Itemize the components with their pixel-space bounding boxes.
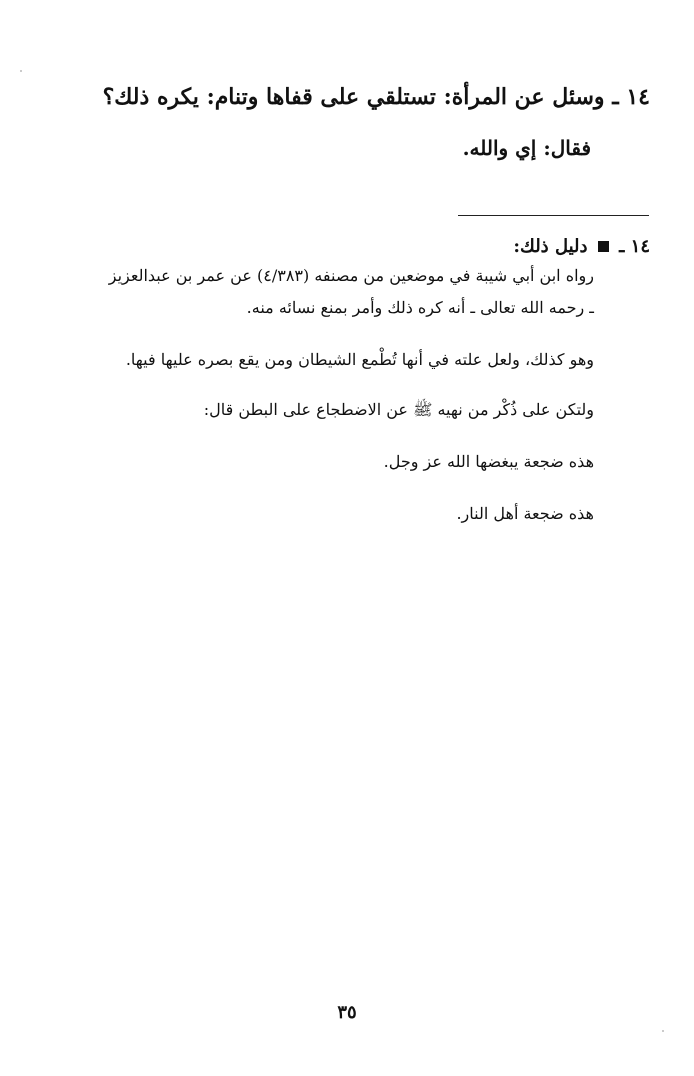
entry-question: وسئل عن المرأة: تستلقي على قفاها وتنام: يكره ذلك؟ [102, 84, 605, 110]
footnote-dash: ـ [619, 236, 625, 257]
entry-question-line [103, 84, 650, 110]
page-number: ٣٥ [337, 1002, 357, 1023]
entry-number: ١٤ [626, 84, 650, 110]
footnote-heading: دليل ذلك: [513, 236, 588, 257]
footnote-separator [458, 215, 649, 216]
footnote-line: رواه ابن أبي شيبة في موضعين من مصنفه (٤/٣٨٣) عن عمر بن عبدالعزيز [108, 266, 594, 285]
footnote-line: هذه ضجعة أهل النار. [456, 504, 594, 523]
scan-speck [662, 1030, 664, 1032]
scan-speck [20, 70, 22, 72]
footnote-line: ـ رحمه الله تعالى ـ أنه كره ذلك وأمر بمنع نسائه منه. [246, 298, 594, 317]
entry-answer: فقال: إي والله. [462, 136, 591, 160]
footnote-heading-line [513, 236, 650, 257]
footnote-line: ولتكن على ذُكْر من نهيه ﷺ عن الاضطجاع على البطن قال: [203, 400, 594, 419]
entry-dash: ـ [612, 84, 619, 110]
footnote-number: ١٤ [630, 236, 650, 257]
footnote-line: هذه ضجعة يبغضها الله عز وجل. [383, 452, 594, 471]
square-bullet-icon [598, 241, 609, 252]
footnote-line: وهو كذلك، ولعل علته في أنها تُطْمع الشيطان ومن يقع بصره عليها فيها. [125, 350, 594, 369]
